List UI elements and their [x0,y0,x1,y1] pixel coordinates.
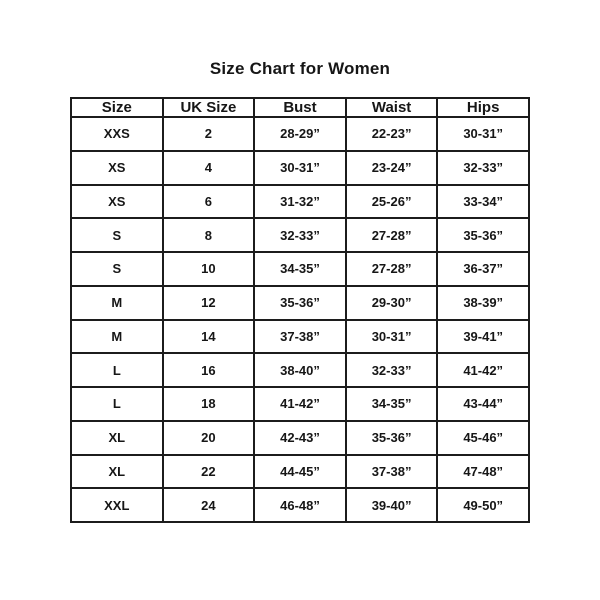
cell-size: XL [71,421,163,455]
cell-size: XXL [71,488,163,522]
cell-size: XS [71,151,163,185]
cell-waist: 25-26” [346,185,438,219]
cell-waist: 39-40” [346,488,438,522]
header-uk-size: UK Size [163,98,255,117]
cell-bust: 38-40” [254,353,346,387]
cell-uk-size: 16 [163,353,255,387]
cell-bust: 30-31” [254,151,346,185]
cell-uk-size: 24 [163,488,255,522]
cell-waist: 37-38” [346,455,438,489]
cell-hips: 49-50” [437,488,529,522]
cell-waist: 22-23” [346,117,438,151]
cell-waist: 32-33” [346,353,438,387]
cell-waist: 27-28” [346,252,438,286]
cell-uk-size: 10 [163,252,255,286]
cell-bust: 34-35” [254,252,346,286]
cell-uk-size: 20 [163,421,255,455]
table-row [71,488,529,522]
table-row [71,252,529,286]
table-row [71,421,529,455]
cell-waist: 34-35” [346,387,438,421]
cell-size: M [71,286,163,320]
cell-hips: 41-42” [437,353,529,387]
header-hips: Hips [437,98,529,117]
header-bust: Bust [254,98,346,117]
cell-hips: 43-44” [437,387,529,421]
cell-bust: 32-33” [254,218,346,252]
table-row [71,218,529,252]
cell-size: XS [71,185,163,219]
cell-bust: 46-48” [254,488,346,522]
table-header-row [71,98,529,117]
cell-uk-size: 22 [163,455,255,489]
size-chart-table [70,97,530,523]
cell-bust: 31-32” [254,185,346,219]
cell-bust: 42-43” [254,421,346,455]
table-row [71,455,529,489]
cell-hips: 47-48” [437,455,529,489]
table-row [71,387,529,421]
cell-size: S [71,218,163,252]
cell-uk-size: 18 [163,387,255,421]
cell-waist: 23-24” [346,151,438,185]
page-title: Size Chart for Women [209,59,391,78]
cell-size: XXS [71,117,163,151]
cell-size: L [71,387,163,421]
cell-waist: 30-31” [346,320,438,354]
cell-uk-size: 2 [163,117,255,151]
cell-waist: 35-36” [346,421,438,455]
cell-hips: 33-34” [437,185,529,219]
cell-bust: 28-29” [254,117,346,151]
table-row [71,117,529,151]
cell-uk-size: 4 [163,151,255,185]
cell-uk-size: 6 [163,185,255,219]
cell-hips: 39-41” [437,320,529,354]
cell-size: L [71,353,163,387]
header-size: Size [71,98,163,117]
cell-size: M [71,320,163,354]
header-waist: Waist [346,98,438,117]
cell-uk-size: 8 [163,218,255,252]
table-row [71,320,529,354]
cell-size: S [71,252,163,286]
cell-hips: 35-36” [437,218,529,252]
cell-bust: 44-45” [254,455,346,489]
table-row [71,353,529,387]
cell-hips: 45-46” [437,421,529,455]
cell-bust: 35-36” [254,286,346,320]
cell-bust: 37-38” [254,320,346,354]
table-row [71,185,529,219]
cell-waist: 27-28” [346,218,438,252]
cell-waist: 29-30” [346,286,438,320]
cell-bust: 41-42” [254,387,346,421]
cell-hips: 30-31” [437,117,529,151]
table-row [71,151,529,185]
cell-uk-size: 14 [163,320,255,354]
cell-hips: 36-37” [437,252,529,286]
cell-hips: 38-39” [437,286,529,320]
cell-uk-size: 12 [163,286,255,320]
table-row [71,286,529,320]
cell-hips: 32-33” [437,151,529,185]
cell-size: XL [71,455,163,489]
